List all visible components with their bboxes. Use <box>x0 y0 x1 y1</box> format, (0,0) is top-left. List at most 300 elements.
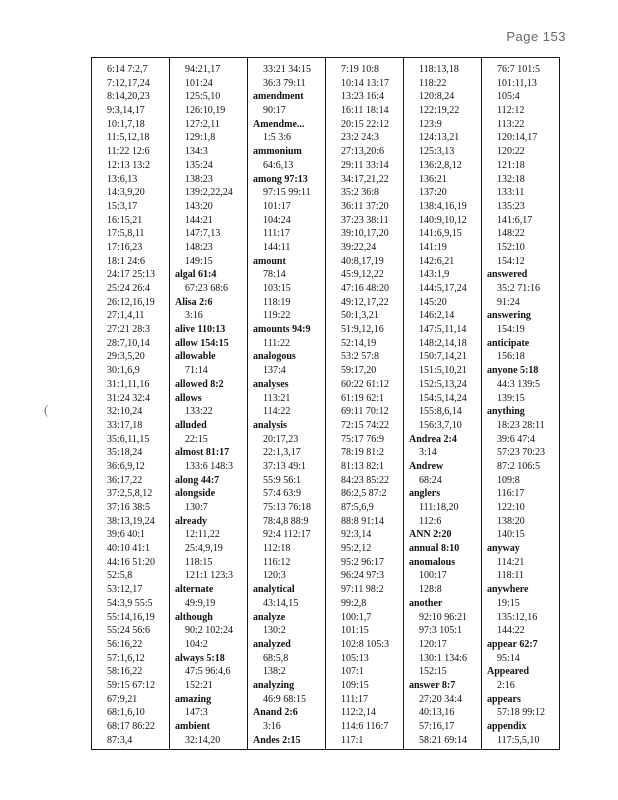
index-reference: 12:13 13:2 <box>107 159 151 171</box>
index-reference: 37:23 38:11 <box>341 214 389 226</box>
index-reference: 68:5,8 <box>263 652 289 664</box>
index-reference: 34:17,21,22 <box>341 173 389 185</box>
index-reference: 112:12 <box>497 105 525 117</box>
index-reference: 113:21 <box>263 392 291 404</box>
index-reference: 111:17 <box>341 693 369 705</box>
index-reference: 154:12 <box>497 255 525 267</box>
index-reference: 144:21 <box>185 214 213 226</box>
index-reference: 18:23 28:11 <box>497 419 545 431</box>
index-headword: along 44:7 <box>175 474 220 486</box>
index-reference: 16:15,21 <box>107 214 143 226</box>
index-reference: 101:11,13 <box>497 77 537 89</box>
index-column-5 <box>404 58 482 749</box>
index-reference: 44:16 51:20 <box>107 556 156 568</box>
index-reference: 120:8,24 <box>419 91 455 103</box>
index-reference: 84:23 85:22 <box>341 474 390 486</box>
index-reference: 60:22 61:12 <box>341 378 390 390</box>
index-reference: 120:3 <box>263 570 286 582</box>
index-reference: 32:14,20 <box>185 734 221 746</box>
index-reference: 78:4,8 88:9 <box>263 515 309 527</box>
index-reference: 138:23 <box>185 173 213 185</box>
index-reference: 145:20 <box>419 296 447 308</box>
index-headword: analysis <box>253 419 287 431</box>
index-reference: 3:14 <box>419 447 437 459</box>
index-reference: 53:12,17 <box>107 584 143 596</box>
index-reference: 127:2,11 <box>185 118 220 130</box>
index-reference: 12:11,22 <box>185 529 220 541</box>
index-reference: 57:23 70:23 <box>497 447 546 459</box>
index-reference: 125:3,13 <box>419 146 455 158</box>
index-reference: 141:6,17 <box>497 214 533 226</box>
index-reference: 134:3 <box>185 146 208 158</box>
index-reference: 126:10,19 <box>185 105 226 117</box>
index-reference: 132:18 <box>497 173 525 185</box>
index-reference: 137:20 <box>419 187 447 199</box>
index-reference: 141:6,9,15 <box>419 228 462 240</box>
index-reference: 76:7 101:5 <box>497 64 541 75</box>
index-reference: 31:24 32:4 <box>107 392 151 404</box>
index-reference: 122:10 <box>497 502 525 513</box>
index-column-1 <box>92 58 170 749</box>
index-reference: 155:8,6,14 <box>419 406 462 418</box>
index-reference: 97:15 99:11 <box>263 187 311 199</box>
index-reference: 114:22 <box>263 406 291 418</box>
index-reference: 144:22 <box>497 625 525 637</box>
index-reference: 11:5,12,18 <box>107 132 150 144</box>
index-reference: 49:12,17,22 <box>341 296 389 308</box>
index-reference: 100:17 <box>419 570 447 582</box>
index-reference: 99:2,8 <box>341 597 367 609</box>
index-reference: 68:1,6,10 <box>107 707 145 719</box>
index-headword: appear 62:7 <box>487 638 538 650</box>
index-reference: 105:13 <box>341 652 369 664</box>
index-reference: 36:11 37:20 <box>341 200 389 212</box>
index-reference: 29:3,5,20 <box>107 351 145 363</box>
index-reference: 138:2 <box>263 666 286 678</box>
index-reference: 49:9,19 <box>185 597 216 609</box>
index-reference: 32:10,24 <box>107 406 143 418</box>
index-reference: 114:21 <box>497 556 525 568</box>
index-reference: 124:13,21 <box>419 132 460 144</box>
index-reference: 71:14 <box>185 365 208 377</box>
index-reference: 33:21 34:15 <box>263 64 312 75</box>
index-headword: analyzed <box>253 638 291 650</box>
index-reference: 36:6,9,12 <box>107 460 145 472</box>
index-headword: ammonium <box>253 146 302 158</box>
index-reference: 120:17 <box>419 638 447 650</box>
index-reference: 136:21 <box>419 173 447 185</box>
index-reference: 11:22 12:6 <box>107 146 150 158</box>
index-reference: 6:14 7:2,7 <box>107 64 148 75</box>
index-reference: 104:2 <box>185 638 208 650</box>
index-reference: 147:7,13 <box>185 228 221 240</box>
index-reference: 87:3,4 <box>107 734 133 746</box>
index-reference: 154:5,14,24 <box>419 392 467 404</box>
index-reference: 105:4 <box>497 91 520 103</box>
index-reference: 111:22 <box>263 337 291 349</box>
index-reference: 137:4 <box>263 365 286 377</box>
index-reference: 140:9,10,12 <box>419 214 467 226</box>
index-headword: always 5:18 <box>175 652 225 664</box>
index-headword: amendment <box>253 91 304 103</box>
index-reference: 87:2 106:5 <box>497 460 541 472</box>
index-headword: alluded <box>175 419 207 431</box>
index-headword: appears <box>487 693 521 705</box>
index-reference: 39:22,24 <box>341 241 377 253</box>
index-reference: 69:11 70:12 <box>341 406 389 418</box>
index-reference: 25:24 26:4 <box>107 283 151 294</box>
index-reference: 50:1,3,21 <box>341 310 379 322</box>
index-reference: 143:1,9 <box>419 269 450 281</box>
index-reference: 122:19,22 <box>419 105 460 117</box>
index-reference: 36:3 79:11 <box>263 77 306 89</box>
index-headword: answered <box>487 269 528 281</box>
index-reference: 56:16,22 <box>107 638 143 650</box>
index-reference: 100:1,7 <box>341 611 372 623</box>
index-reference: 25:4,9,19 <box>185 543 223 555</box>
index-headword: Anand 2:6 <box>253 707 298 719</box>
index-reference: 57:18 99:12 <box>497 707 546 719</box>
index-reference: 152:5,13,24 <box>419 378 467 390</box>
index-reference: 39:6 47:4 <box>497 433 536 445</box>
index-reference: 101:17 <box>263 200 291 212</box>
index-reference: 111:17 <box>263 228 291 240</box>
index-reference: 147:3 <box>185 707 208 719</box>
index-reference: 116:17 <box>497 488 525 500</box>
index-headword: ambient <box>175 721 210 732</box>
index-reference: 47:16 48:20 <box>341 283 390 294</box>
index-reference: 3:16 <box>263 721 281 732</box>
index-reference: 2:16 <box>497 679 515 691</box>
index-reference: 20:17,23 <box>263 433 299 445</box>
index-reference: 40:13,16 <box>419 707 455 719</box>
index-headword: analyses <box>253 378 289 390</box>
index-reference: 118:15 <box>185 556 213 568</box>
index-reference: 51:9,12,16 <box>341 324 384 336</box>
index-headword: answer 8:7 <box>409 679 456 691</box>
index-reference: 35:6,11,15 <box>107 433 150 445</box>
index-reference: 133:22 <box>185 406 213 418</box>
index-headword: analytical <box>253 584 295 596</box>
index-reference: 118:11 <box>497 570 525 582</box>
index-headword: anyway <box>487 543 520 555</box>
index-reference: 38:13,19,24 <box>107 515 155 527</box>
index-reference: 139:15 <box>497 392 525 404</box>
index-headword: another <box>409 597 443 609</box>
index-reference: 10:14 13:17 <box>341 77 390 89</box>
index-headword: analyzing <box>253 679 295 691</box>
index-reference: 144:11 <box>263 241 291 253</box>
index-headword: Alisa 2:6 <box>175 296 213 308</box>
index-headword: alongside <box>175 488 216 500</box>
index-reference: 35:2 71:16 <box>497 283 541 294</box>
index-reference: 8:14,20,23 <box>107 91 150 103</box>
index-reference: 27:13,20:6 <box>341 146 385 158</box>
index-reference: 148:22 <box>497 228 525 240</box>
index-headword: almost 81:17 <box>175 447 230 459</box>
index-reference: 47:5 96:4,6 <box>185 666 231 678</box>
index-headword: amazing <box>175 693 212 705</box>
index-reference: 123:9 <box>419 118 442 130</box>
index-reference: 95:2,12 <box>341 543 372 555</box>
index-reference: 36:17,22 <box>107 474 143 486</box>
index-reference: 118:13,18 <box>419 64 459 75</box>
index-reference: 68:17 86:22 <box>107 721 156 732</box>
index-reference: 103:15 <box>263 283 291 294</box>
index-reference: 118:22 <box>419 77 447 89</box>
index-headword: anticipate <box>487 337 530 349</box>
index-reference: 88:8 91:14 <box>341 515 385 527</box>
index-reference: 125:5,10 <box>185 91 221 103</box>
index-reference: 67:9,21 <box>107 693 138 705</box>
index-reference: 27:1,4,11 <box>107 310 145 322</box>
index-headword: allowed 8:2 <box>175 378 224 390</box>
index-headword: anything <box>487 406 525 418</box>
index-reference: 152:21 <box>185 679 213 691</box>
index-reference: 107:1 <box>341 666 364 678</box>
index-reference: 58:16,22 <box>107 666 143 678</box>
index-reference: 149:15 <box>185 255 213 267</box>
index-reference: 68:24 <box>419 474 442 486</box>
index-reference: 130:1 134:6 <box>419 652 468 664</box>
index-reference: 151:5,10,21 <box>419 365 467 377</box>
index-reference: 52:5,8 <box>107 570 133 582</box>
index-reference: 64:6,13 <box>263 159 294 171</box>
index-reference: 112:6 <box>419 515 442 527</box>
index-reference: 37:13 49:1 <box>263 460 307 472</box>
index-reference: 128:8 <box>419 584 442 596</box>
index-reference: 95:14 <box>497 652 520 664</box>
index-reference: 136:2,8,12 <box>419 159 462 171</box>
index-reference: 138:20 <box>497 515 525 527</box>
index-reference: 141:19 <box>419 241 447 253</box>
index-reference: 116:12 <box>263 556 291 568</box>
index-reference: 142:6,21 <box>419 255 455 267</box>
index-reference: 117:1 <box>341 734 364 746</box>
index-reference: 67:23 68:6 <box>185 283 229 294</box>
index-reference: 92:10 96:21 <box>419 611 468 623</box>
index-headword: Andrea 2:4 <box>409 433 457 445</box>
index-reference: 96:24 97:3 <box>341 570 385 582</box>
index-reference: 27:21 28:3 <box>107 324 151 336</box>
index-reference: 102:8 105:3 <box>341 638 390 650</box>
index-reference: 129:1,8 <box>185 132 216 144</box>
index-headword: algal 61:4 <box>175 269 217 281</box>
index-reference: 112:18 <box>263 543 291 555</box>
index-reference: 27:20 34:4 <box>419 693 463 705</box>
index-reference: 113:22 <box>497 118 525 130</box>
index-reference: 35:2 36:8 <box>341 187 380 199</box>
index-reference: 117:5,5,10 <box>497 734 540 746</box>
index-reference: 121:1 123:3 <box>185 570 234 582</box>
index-reference: 19:15 <box>497 597 520 609</box>
index-reference: 97:11 98:2 <box>341 584 384 596</box>
index-reference: 130:2 <box>263 625 286 637</box>
index-column-6 <box>482 58 559 749</box>
index-reference: 148:2,14,18 <box>419 337 467 349</box>
index-reference: 59:15 67:12 <box>107 679 156 691</box>
index-reference: 57:16,17 <box>419 721 455 732</box>
index-reference: 91:24 <box>497 296 520 308</box>
index-reference: 35:18,24 <box>107 447 143 459</box>
index-reference: 13:23 16:4 <box>341 91 385 103</box>
index-reference: 43:14,15 <box>263 597 299 609</box>
index-reference: 101:24 <box>185 77 213 89</box>
index-reference: 86:2,5 87:2 <box>341 488 387 500</box>
index-headword: analyze <box>253 611 286 623</box>
index-reference: 92:3,14 <box>341 529 372 541</box>
index-headword: Amendme... <box>253 118 305 130</box>
index-reference: 7:12,17,24 <box>107 77 150 89</box>
index-reference: 52:14,19 <box>341 337 377 349</box>
index-reference: 90:17 <box>263 105 286 117</box>
index-headword: Appeared <box>487 666 530 678</box>
index-reference: 143:20 <box>185 200 213 212</box>
index-reference: 119:22 <box>263 310 291 322</box>
index-headword: analogous <box>253 351 296 363</box>
index-headword: allows <box>175 392 202 404</box>
index-reference: 104:24 <box>263 214 291 226</box>
index-reference: 46:9 68:15 <box>263 693 307 705</box>
index-reference: 24:17 25:13 <box>107 269 156 281</box>
index-reference: 58:21 69:14 <box>419 734 468 746</box>
index-column-3 <box>248 58 326 749</box>
index-reference: 23:2 24:3 <box>341 132 380 144</box>
index-headword: among 97:13 <box>253 173 308 185</box>
index-headword: anyone 5:18 <box>487 365 539 377</box>
index-reference: 57:1,6,12 <box>107 652 145 664</box>
index-reference: 90:2 102:24 <box>185 625 234 637</box>
index-reference: 138:4,16,19 <box>419 200 467 212</box>
index-reference: 16:11 18:14 <box>341 105 389 117</box>
index-reference: 156:18 <box>497 351 525 363</box>
index-headword: amount <box>253 255 286 267</box>
index-reference: 75:17 76:9 <box>341 433 385 445</box>
index-reference: 156:3,7,10 <box>419 419 462 431</box>
index-reference: 55:24 56:6 <box>107 625 151 637</box>
index-reference: 61:19 62:1 <box>341 392 385 404</box>
index-reference: 148:23 <box>185 241 213 253</box>
index-reference: 121:18 <box>497 159 525 171</box>
index-reference: 101:15 <box>341 625 369 637</box>
index-headword: already <box>175 515 208 527</box>
index-reference: 78:14 <box>263 269 286 281</box>
index-reference: 92:4 112:17 <box>263 529 311 541</box>
index-reference: 59:17,20 <box>341 365 377 377</box>
index-reference: 22:15 <box>185 433 208 445</box>
index-reference: 109:15 <box>341 679 369 691</box>
index-reference: 133:11 <box>497 187 525 199</box>
index-headword: alive 110:13 <box>175 324 226 336</box>
index-reference: 140:15 <box>497 529 525 541</box>
index-reference: 57:4 63:9 <box>263 488 302 500</box>
index-reference: 154:19 <box>497 324 525 336</box>
index-reference: 13:6,13 <box>107 173 138 185</box>
index-headword: anglers <box>409 488 441 500</box>
index-reference: 44:3 139:5 <box>497 378 541 390</box>
index-reference: 139:2,22,24 <box>185 187 233 199</box>
index-reference: 55:9 56:1 <box>263 474 302 486</box>
index-reference: 29:11 33:14 <box>341 159 389 171</box>
index-reference: 75:13 76:18 <box>263 502 312 513</box>
index-headword: allowable <box>175 351 216 363</box>
index-headword: amounts 94:9 <box>253 324 311 336</box>
margin-mark: ( <box>44 402 49 417</box>
index-reference: 15:3,17 <box>107 200 138 212</box>
index-reference: 37:16 38:5 <box>107 502 151 513</box>
index-reference: 146:2,14 <box>419 310 455 322</box>
index-reference: 147:5,11,14 <box>419 324 467 336</box>
index-reference: 114:6 116:7 <box>341 721 389 732</box>
index-reference: 152:15 <box>419 666 447 678</box>
index-headword: Andrew <box>409 460 444 472</box>
index-reference: 31:1,11,16 <box>107 378 150 390</box>
index-reference: 17:16,23 <box>107 241 143 253</box>
index-column-4 <box>326 58 404 749</box>
index-reference: 45:9,12,22 <box>341 269 384 281</box>
index-reference: 53:2 57:8 <box>341 351 380 363</box>
index-reference: 120:14,17 <box>497 132 538 144</box>
index-reference: 40:10 41:1 <box>107 543 151 555</box>
index-reference: 40:8,17,19 <box>341 255 384 267</box>
index-reference: 150:7,14,21 <box>419 351 467 363</box>
index-reference: 20:15 22:12 <box>341 118 390 130</box>
index-headword: answering <box>487 310 531 322</box>
index-headword: although <box>175 611 213 623</box>
index-reference: 22:1,3,17 <box>263 447 301 459</box>
index-reference: 135:23 <box>497 200 525 212</box>
index-reference: 111:18,20 <box>419 502 459 513</box>
index-headword: anywhere <box>487 584 529 596</box>
index-reference: 144:5,17,24 <box>419 283 467 294</box>
index-reference: 3:16 <box>185 310 203 322</box>
index-reference: 1:5 3:6 <box>263 132 292 144</box>
index-headword: ANN 2:20 <box>409 529 452 541</box>
index-reference: 109:8 <box>497 474 520 486</box>
index-reference: 30:1,6,9 <box>107 365 140 377</box>
index-reference: 14:3,9,20 <box>107 187 145 199</box>
index-reference: 18:1 24:6 <box>107 255 146 267</box>
index-reference: 26:12,16,19 <box>107 296 155 308</box>
index-reference: 133:6 148:3 <box>185 460 234 472</box>
index-reference: 28:7,10,14 <box>107 337 150 349</box>
page-number-label: Page 153 <box>506 29 566 44</box>
index-reference: 37:2,5,8,12 <box>107 488 153 500</box>
index-reference: 39:10,17,20 <box>341 228 389 240</box>
index-reference: 78:19 81:2 <box>341 447 385 459</box>
index-headword: annual 8:10 <box>409 543 460 555</box>
index-headword: appendix <box>487 721 527 732</box>
index-reference: 39:6 40:1 <box>107 529 146 541</box>
index-reference: 9:3,14,17 <box>107 105 145 117</box>
index-headword: allow 154:15 <box>175 337 229 349</box>
index-reference: 10:1,7,18 <box>107 118 145 130</box>
index-reference: 7:19 10:8 <box>341 64 380 75</box>
word-index-table <box>91 57 560 750</box>
index-column-2 <box>170 58 248 749</box>
index-reference: 33:17,18 <box>107 419 143 431</box>
index-headword: anomalous <box>409 556 456 568</box>
index-headword: Andes 2:15 <box>253 734 301 746</box>
index-reference: 17:5,8,11 <box>107 228 145 240</box>
index-reference: 55:14,16,19 <box>107 611 155 623</box>
index-reference: 95:2 96:17 <box>341 556 385 568</box>
index-reference: 135:24 <box>185 159 213 171</box>
index-reference: 130:7 <box>185 502 208 513</box>
index-reference: 87:5,6,9 <box>341 502 374 513</box>
index-headword: alternate <box>175 584 214 596</box>
index-reference: 120:22 <box>497 146 525 158</box>
